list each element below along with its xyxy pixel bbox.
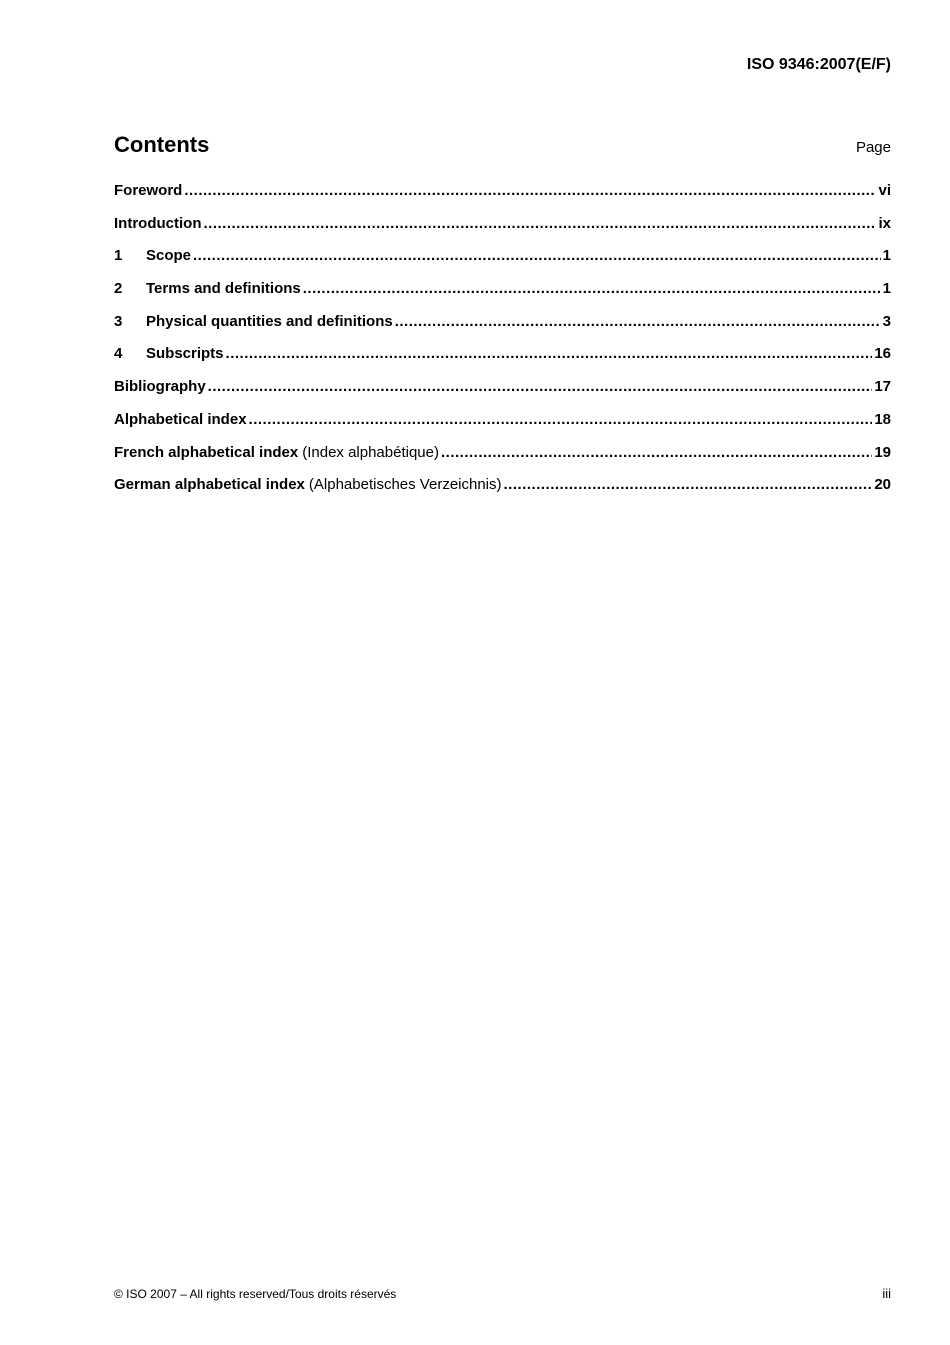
document-identifier: ISO 9346:2007(E/F) <box>746 56 891 73</box>
toc-entry-title: Physical quantities and definitions <box>146 312 393 330</box>
toc-dot-leader <box>203 215 876 232</box>
toc-entry-subtitle: (Index alphabétique) <box>302 443 439 461</box>
toc-entry-title: Subscripts <box>146 345 224 363</box>
footer-page-number: iii <box>882 1286 891 1301</box>
toc-entry-introduction[interactable] <box>114 215 891 248</box>
footer-copyright: © ISO 2007 – All rights reserved/Tous droits réservés <box>114 1287 397 1301</box>
toc-entry-page: 17 <box>874 378 891 396</box>
toc-entry-title: Foreword <box>114 182 183 199</box>
toc-entry-scope[interactable] <box>114 247 891 280</box>
toc-entry-page: 18 <box>874 410 891 428</box>
toc-entry-page: 16 <box>874 345 891 363</box>
toc-entry-french-index[interactable] <box>114 444 891 477</box>
toc-dot-leader <box>441 444 872 461</box>
toc-entry-number: 2 <box>114 280 123 298</box>
toc-entry-page: vi <box>878 182 891 199</box>
toc-entry-subscripts[interactable] <box>114 345 891 378</box>
toc-entry-title: French alphabetical index <box>114 443 299 461</box>
toc-entry-page: ix <box>878 214 891 232</box>
toc-dot-leader <box>193 247 881 264</box>
toc-entry-number: 3 <box>114 312 123 330</box>
toc-entry-title: Terms and definitions <box>146 280 301 298</box>
toc-entry-subtitle: (Alphabetisches Verzeichnis) <box>308 476 502 494</box>
toc-entry-number: 1 <box>114 247 123 265</box>
toc-entry-foreword[interactable] <box>114 182 891 215</box>
toc-dot-leader <box>504 476 873 493</box>
toc-dot-leader <box>395 313 881 330</box>
toc-entry-page: 1 <box>882 247 891 265</box>
toc-entry-title: Scope <box>146 247 192 265</box>
toc-entry-bibliography[interactable] <box>114 378 891 411</box>
toc-entry-title: Alphabetical index <box>114 410 247 428</box>
toc-dot-leader <box>208 378 873 395</box>
toc-entry-title: German alphabetical index <box>114 476 305 494</box>
toc-entry-german-index[interactable] <box>114 476 891 509</box>
page-column-label: Page <box>855 139 891 156</box>
toc-entry-number: 4 <box>114 345 123 363</box>
toc-dot-leader <box>226 345 873 362</box>
toc-entry-page: 1 <box>882 280 891 298</box>
toc-entry-page: 19 <box>874 443 891 461</box>
toc-entry-title: Introduction <box>114 214 202 232</box>
toc-entry-page: 3 <box>882 312 891 330</box>
toc-entry-physical-quantities[interactable] <box>114 313 891 346</box>
toc-dot-leader <box>249 411 873 428</box>
toc-dot-leader <box>184 182 876 199</box>
toc-entry-terms-and-definitions[interactable] <box>114 280 891 313</box>
toc-entry-alphabetical-index[interactable] <box>114 411 891 444</box>
table-of-contents <box>114 182 891 509</box>
toc-dot-leader <box>303 280 881 297</box>
contents-heading: Contents <box>114 132 210 157</box>
toc-entry-page: 20 <box>874 476 891 494</box>
toc-entry-title: Bibliography <box>114 378 206 396</box>
